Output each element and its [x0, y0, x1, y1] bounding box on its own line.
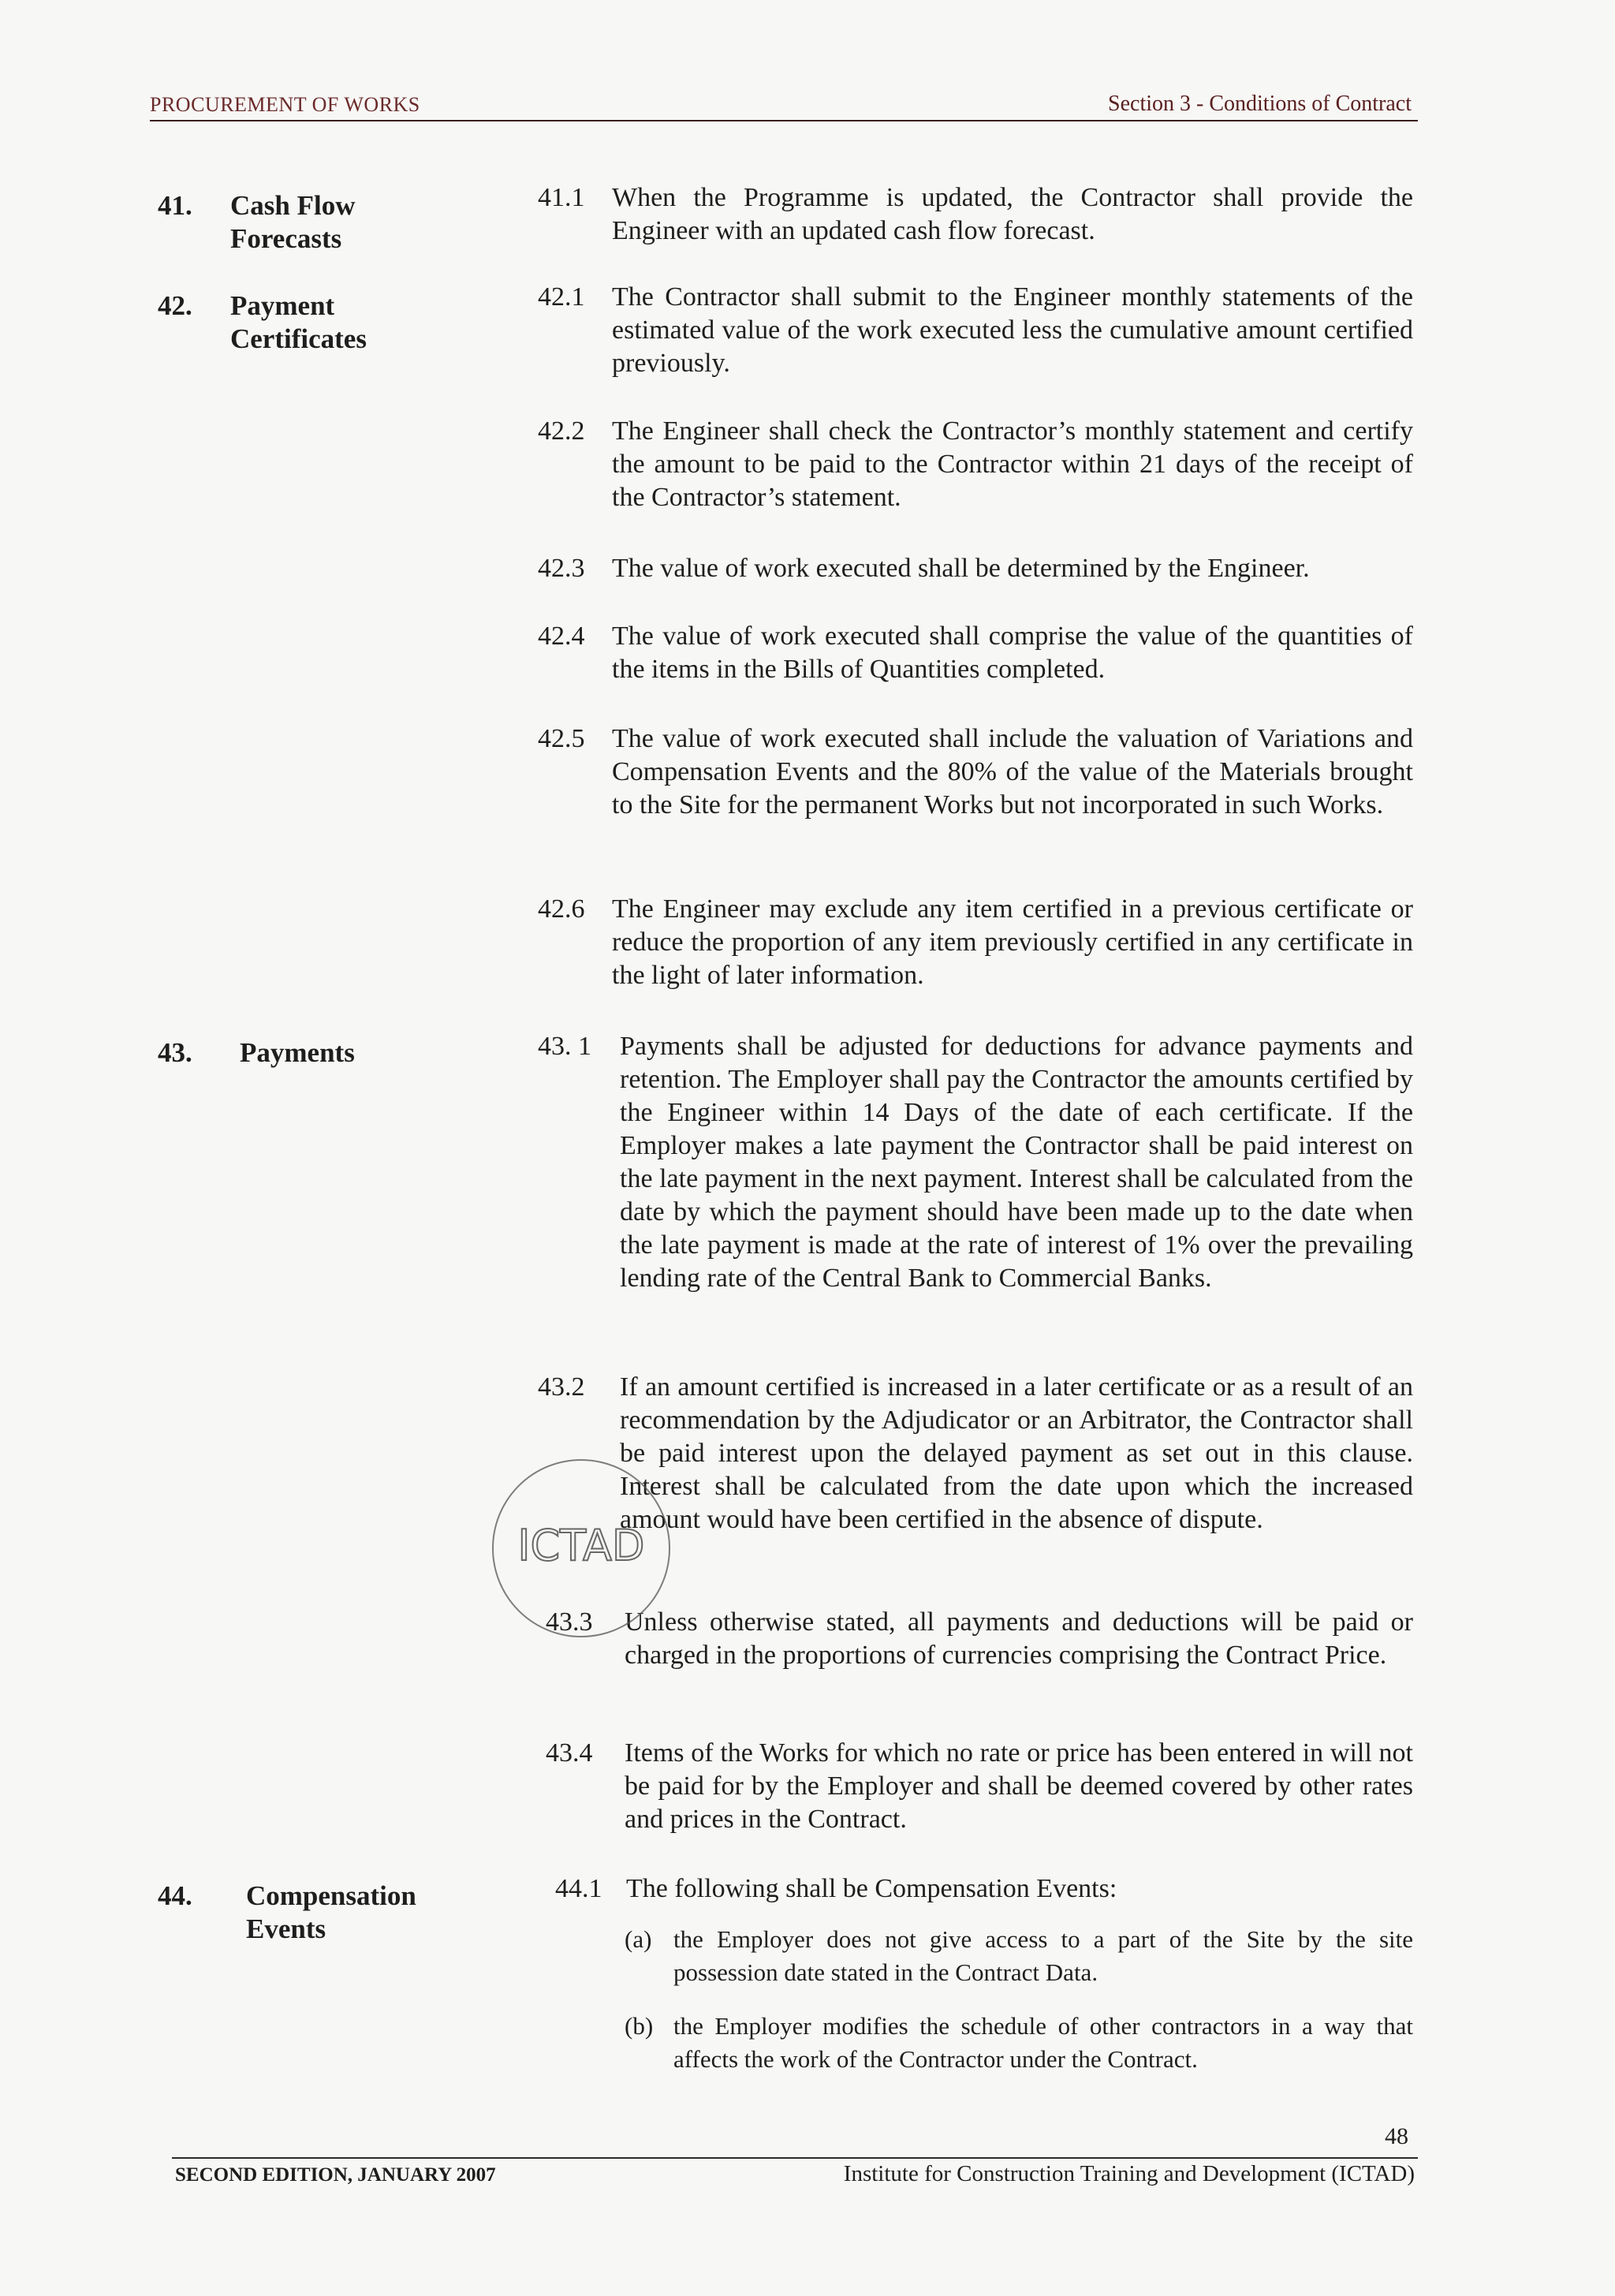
clause-text: Items of the Works for which no rate or price has been entered in will not be paid for by the Employer and shall be deemed covered by other rates and prices in the Contract.	[625, 1738, 1413, 1834]
clause-text: The Contractor shall submit to the Engineer monthly statements of the estimated value of the work executed less the cumulative amount certified previously.	[612, 282, 1413, 378]
header-left-title: PROCUREMENT OF WORKS	[150, 93, 420, 116]
clause-42-6	[538, 893, 1413, 992]
clause-number: 42.6	[538, 894, 585, 924]
subitem-text: the Employer modifies the schedule of other contractors in a way that affects the work of the Contractor under the Contract.	[673, 2012, 1413, 2073]
clause-text: Unless otherwise stated, all payments and deductions will be paid or charged in the proportions of currencies comprising the Contract Price.	[625, 1607, 1413, 1670]
clause-43-4	[538, 1737, 1413, 1836]
ictad-stamp-icon	[483, 1450, 680, 1647]
clause-42-5	[538, 722, 1413, 822]
clause-number: 44.1	[555, 1874, 602, 1903]
page-number: 48	[1385, 2123, 1408, 2149]
section-number: 43.	[158, 1037, 192, 1068]
section-title: Payments	[240, 1037, 355, 1068]
clause-text: The following shall be Compensation Events:	[626, 1874, 1117, 1903]
clause-text: The value of work executed shall comprise the value of the quantities of the items in the Bills of Quantities completed.	[612, 622, 1413, 684]
clause-number: 42.4	[538, 622, 585, 651]
clause-number: 43.4	[546, 1738, 593, 1768]
clause-text: The Engineer shall check the Contractor’s monthly statement and certify the amount to be paid to the Contractor within 21 days of the receipt of the Contractor’s statement.	[612, 416, 1413, 512]
footer-rule	[172, 2157, 1418, 2159]
footer-institute: Institute for Construction Training and Development (ICTAD)	[843, 2161, 1415, 2186]
section-title: Payment Certificates	[230, 290, 367, 354]
clause-text: The value of work executed shall include the valuation of Variations and Compensation Events and the 80% of the value of the Materials brought to the Site for the permanent Works but not incorporated in such Works.	[612, 724, 1413, 819]
clause-text: When the Programme is updated, the Contractor shall provide the Engineer with an updated cash flow forecast.	[612, 183, 1413, 245]
section-heading-44	[158, 1880, 457, 1946]
clause-text: If an amount certified is increased in a later certificate or as a result of an recommendation by the Adjudicator or an Arbitrator, the Contractor shall be paid interest upon the delayed payment as set out in this clause. Interest shall be calculated from the date upon which the increased amount would have been certified in the absence of dispute.	[620, 1372, 1413, 1534]
section-title: Cash Flow Forecasts	[230, 190, 356, 254]
clause-number: 42.5	[538, 724, 585, 753]
clause-number: 43.2	[538, 1372, 585, 1402]
footer-edition: SECOND EDITION, JANUARY 2007	[175, 2164, 496, 2186]
clause-42-4	[538, 620, 1413, 686]
clause-42-3	[538, 552, 1413, 585]
section-number: 42.	[158, 290, 192, 321]
section-number: 44.	[158, 1880, 192, 1911]
clause-number: 43.3	[546, 1607, 593, 1637]
clause-number: 43. 1	[538, 1032, 591, 1061]
section-heading-41	[158, 189, 457, 256]
clause-number: 41.1	[538, 183, 585, 212]
page-header	[150, 85, 1412, 120]
section-heading-43	[158, 1036, 457, 1070]
section-number: 41.	[158, 190, 192, 221]
clause-text: The Engineer may exclude any item certified in a previous certificate or reduce the proportion of any item previously certified in any certificate in the light of later information.	[612, 894, 1413, 990]
clause-42-1	[538, 281, 1413, 380]
clause-43-1	[538, 1030, 1413, 1295]
clause-41-1	[538, 181, 1413, 248]
clause-number: 42.2	[538, 416, 585, 446]
subitem-label: (b)	[625, 2012, 654, 2040]
clause-44-1	[538, 1872, 1413, 1906]
clause-42-2	[538, 415, 1413, 514]
clause-number: 42.1	[538, 282, 585, 312]
subitem-text: the Employer does not give access to a part of the Site by the site possession date stated in the Contract Data.	[673, 1925, 1413, 1986]
clause-number: 42.3	[538, 554, 585, 583]
subitem-a	[625, 1923, 1413, 1989]
subitem-label: (a)	[625, 1925, 652, 1953]
stamp-text: ICTAD	[517, 1521, 645, 1570]
header-rule	[150, 120, 1418, 121]
subitem-b	[625, 2010, 1413, 2076]
clause-text: The value of work executed shall be determined by the Engineer.	[612, 554, 1310, 583]
section-heading-42	[158, 289, 457, 356]
clause-text: Payments shall be adjusted for deductions for advance payments and retention. The Employer shall pay the Contractor the amounts certified by the Engineer within 14 Days of the date of each certificate. If the Employer makes a late payment the Contractor shall be paid interest on the late payment in the next payment. Interest shall be calculated from the date by which the payment should have been made up to the date when the late payment is made at the rate of interest of 1% over the prevailing lending rate of the Central Bank to Commercial Banks.	[620, 1032, 1413, 1293]
section-title: Compensation Events	[246, 1880, 416, 1944]
header-right-title: Section 3 - Conditions of Contract	[1108, 91, 1412, 116]
